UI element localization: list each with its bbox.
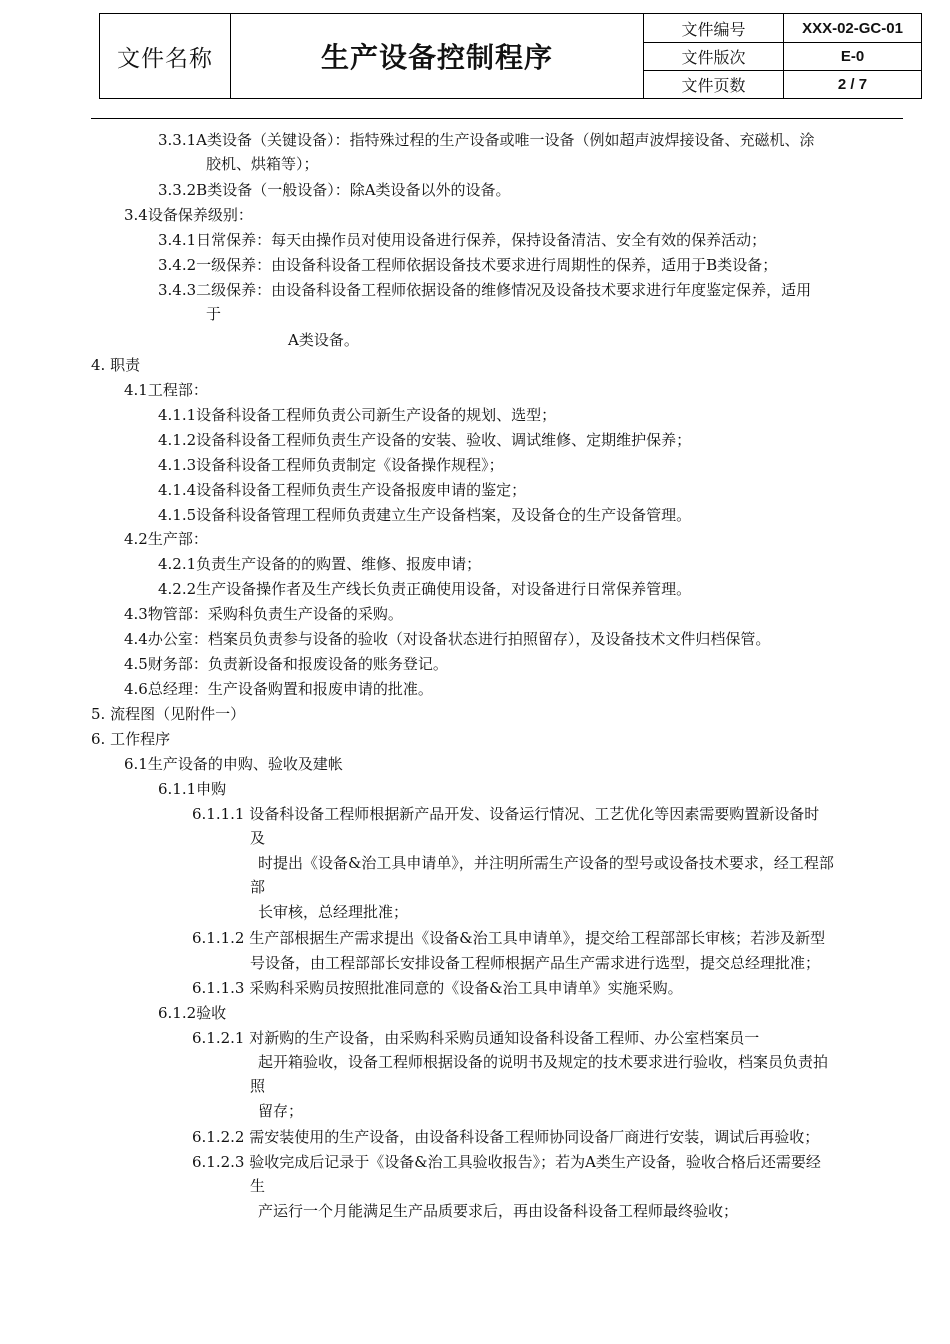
- body-line: 产运行一个月能满足生产品质要求后，再由设备科设备工程师最终验收；: [258, 1202, 739, 1220]
- file-name-label: 文件名称: [100, 14, 231, 98]
- doc-number-value: XXX-02-GC-01: [802, 19, 903, 37]
- body-line: 4.2.1负责生产设备的的购置、维修、报废申请；: [158, 555, 482, 573]
- body-line: 4.1工程部：: [124, 381, 208, 399]
- body-line: 6.1生产设备的申购、验收及建帐: [124, 755, 343, 773]
- body-line: 3.3.1A类设备（关键设备）：指特殊过程的生产设备或唯一设备（例如超声波焊接设备、充磁机、涂: [158, 131, 815, 149]
- body-line: 3.4.1日常保养：每天由操作员对使用设备进行保养，保持设备清洁、安全有效的保养活动；: [158, 231, 767, 249]
- doc-number-label: 文件编号: [644, 14, 784, 42]
- body-line: 6.1.2.1 对新购的生产设备，由采购科采购员通知设备科设备工程师、办公室档案员一: [192, 1029, 760, 1047]
- doc-version-label: 文件版次: [644, 42, 784, 70]
- body-line: 6.1.2验收: [158, 1004, 227, 1022]
- body-line: 4.3物管部：采购科负责生产设备的采购。: [124, 605, 403, 623]
- section-heading: 6. 工作程序: [91, 730, 171, 748]
- body-line: 4.2生产部：: [124, 530, 208, 548]
- body-line: 长审核，总经理批准；: [258, 903, 409, 921]
- body-line: 4.1.5设备科设备管理工程师负责建立生产设备档案，及设备仓的生产设备管理。: [158, 506, 692, 524]
- body-line: 6.1.1.3 采购科采购员按照批准同意的《设备&治工具申请单》实施采购。: [192, 979, 683, 997]
- section-heading: 4. 职责: [91, 356, 141, 374]
- body-line: 6.1.1.1 设备科设备工程师根据新产品开发、设备运行情况、工艺优化等因素需要购置新设备时: [192, 805, 820, 823]
- body-line: 6.1.2.3 验收完成后记录于《设备&治工具验收报告》；若为A类生产设备，验收合格后还需要经: [192, 1153, 821, 1171]
- doc-pages-label: 文件页数: [644, 70, 784, 98]
- doc-version-value: E-0: [784, 42, 921, 70]
- body-line: 3.3.2B类设备（一般设备）：除A类设备以外的设备。: [158, 181, 511, 199]
- body-line: 4.1.3设备科设备工程师负责制定《设备操作规程》；: [158, 456, 504, 474]
- body-line: 6.1.2.2 需安装使用的生产设备，由设备科设备工程师协同设备厂商进行安装，调试后再验收；: [192, 1128, 820, 1146]
- body-line: 4.6总经理：生产设备购置和报废申请的批准。: [124, 680, 433, 698]
- body-line: A类设备。: [288, 331, 359, 349]
- body-line: 3.4设备保养级别：: [124, 206, 253, 224]
- body-line: 4.1.2设备科设备工程师负责生产设备的安装、验收、调试维修、定期维护保养；: [158, 431, 692, 449]
- body-line: 留存；: [258, 1102, 304, 1120]
- body-line: 时提出《设备&治工具申请单》，并注明所需生产设备的型号或设备技术要求，经工程部: [258, 854, 834, 872]
- body-line: 4.1.4设备科设备工程师负责生产设备报废申请的鉴定；: [158, 481, 527, 499]
- body-line: 部: [250, 878, 266, 896]
- header-divider: [91, 118, 903, 119]
- section-heading: 5. 流程图（见附件一）: [91, 705, 246, 723]
- body-line: 4.4办公室：档案员负责参与设备的验收（对设备状态进行拍照留存），及设备技术文件归档保管。: [124, 630, 771, 648]
- body-line: 号设备，由工程部部长安排设备工程师根据产品生产需求进行选型，提交总经理批准；: [250, 954, 821, 972]
- body-line: 3.4.2一级保养：由设备科设备工程师依据设备技术要求进行周期性的保养，适用于B类设备；: [158, 256, 778, 274]
- body-line: 及: [250, 829, 266, 847]
- body-line: 生: [250, 1177, 266, 1195]
- body-line: 起开箱验收，设备工程师根据设备的说明书及规定的技术要求进行验收，档案员负责拍: [258, 1053, 829, 1071]
- document-title: 生产设备控制程序: [231, 14, 644, 98]
- body-line: 6.1.1.2 生产部根据生产需求提出《设备&治工具申请单》，提交给工程部部长审核；若涉及新型: [192, 929, 826, 947]
- body-line: 4.5财务部：负责新设备和报废设备的账务登记。: [124, 655, 448, 673]
- body-line: 胶机、烘箱等）；: [206, 155, 319, 173]
- body-line: 4.1.1设备科设备工程师负责公司新生产设备的规划、选型；: [158, 406, 557, 424]
- document-header-table: [99, 13, 922, 99]
- body-line: 4.2.2生产设备操作者及生产线长负责正确使用设备，对设备进行日常保养管理。: [158, 580, 692, 598]
- doc-pages-value: 2 / 7: [784, 70, 921, 98]
- body-line: 3.4.3二级保养：由设备科设备工程师依据设备的维修情况及设备技术要求进行年度鉴定保养，适用: [158, 281, 812, 299]
- body-line: 于: [206, 305, 222, 323]
- body-line: 照: [250, 1077, 266, 1095]
- body-line: 6.1.1申购: [158, 780, 227, 798]
